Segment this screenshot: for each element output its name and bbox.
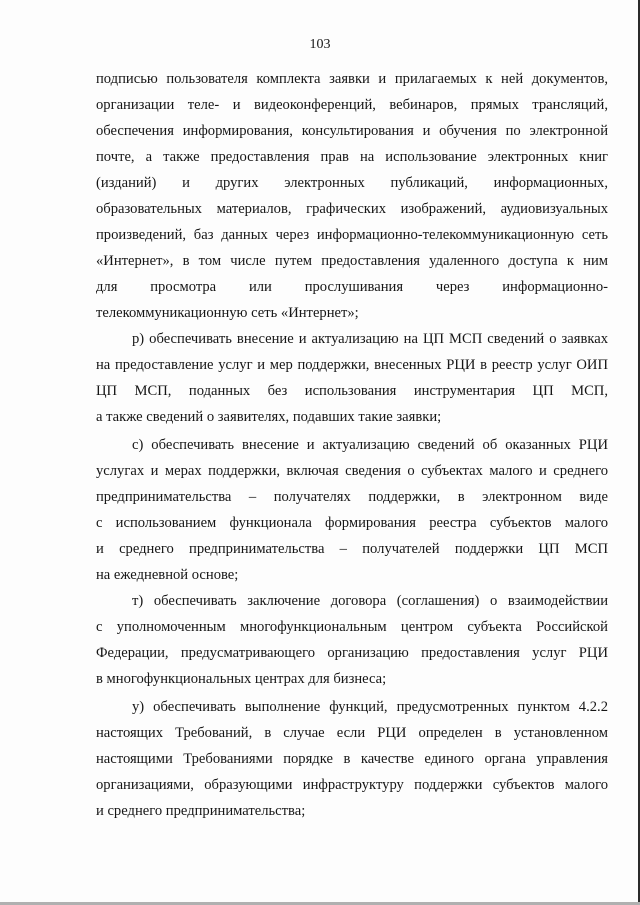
text-line: с использованием функционала формирования реестра субъектов малого: [96, 515, 608, 531]
paragraph-first-line: у) обеспечивать выполнение функций, предусмотренных пунктом 4.2.2: [132, 699, 608, 715]
text-line: настоящих Требований, в случае если РЦИ определен в установленном: [96, 725, 608, 741]
text-line: настоящими Требованиями порядке в качестве единого органа управления: [96, 751, 608, 767]
page-number: 103: [309, 37, 331, 52]
text-line: на ежедневной основе;: [96, 567, 239, 583]
text-line: предпринимательства – получателях поддержки, в электронном виде: [96, 489, 608, 505]
text-line: на предоставление услуг и мер поддержки, внесенных РЦИ в реестр услуг ОИП: [96, 357, 608, 373]
text-line: ЦП МСП, поданных без использования инструментария ЦП МСП,: [96, 383, 608, 399]
text-line: Федерации, предусматривающего организацию предоставления услуг РЦИ: [96, 645, 608, 661]
paragraph-first-line: т) обеспечивать заключение договора (соглашения) о взаимодействии: [132, 593, 608, 609]
text-line: образовательных материалов, графических изображений, аудиовизуальных: [96, 201, 608, 217]
text-line: обеспечения информирования, консультирования и обучения по электронной: [96, 123, 608, 139]
text-line: подписью пользователя комплекта заявки и прилагаемых к ней документов,: [96, 71, 608, 87]
text-line: «Интернет», в том числе путем предоставления удаленного доступа к ним: [96, 253, 608, 269]
text-line: почте, а также предоставления прав на использование электронных книг: [96, 149, 608, 165]
text-line: произведений, баз данных через информационно-телекоммуникационную сеть: [96, 227, 608, 243]
paragraph-first-line: с) обеспечивать внесение и актуализацию сведений об оказанных РЦИ: [132, 437, 608, 453]
text-line: телекоммуникационную сеть «Интернет»;: [96, 305, 359, 321]
text-line: и среднего предпринимательства;: [96, 803, 306, 819]
text-line: в многофункциональных центрах для бизнеса;: [96, 671, 387, 687]
text-line: с уполномоченным многофункциональным центром субъекта Российской: [96, 619, 608, 635]
text-line: и среднего предпринимательства – получателей поддержки ЦП МСП: [96, 541, 608, 557]
text-line: для просмотра или прослушивания через информационно-: [96, 279, 608, 295]
paragraph-first-line: р) обеспечивать внесение и актуализацию на ЦП МСП сведений о заявках: [132, 331, 608, 347]
text-line: (изданий) и других электронных публикаций, информационных,: [96, 175, 608, 191]
text-line: а также сведений о заявителях, подавших такие заявки;: [96, 409, 442, 425]
text-line: организации теле- и видеоконференций, вебинаров, прямых трансляций,: [96, 97, 608, 113]
text-line: услугах и мерах поддержки, включая сведения о субъектах малого и среднего: [96, 463, 608, 479]
text-line: организациями, образующими инфраструктуру поддержки субъектов малого: [96, 777, 608, 793]
